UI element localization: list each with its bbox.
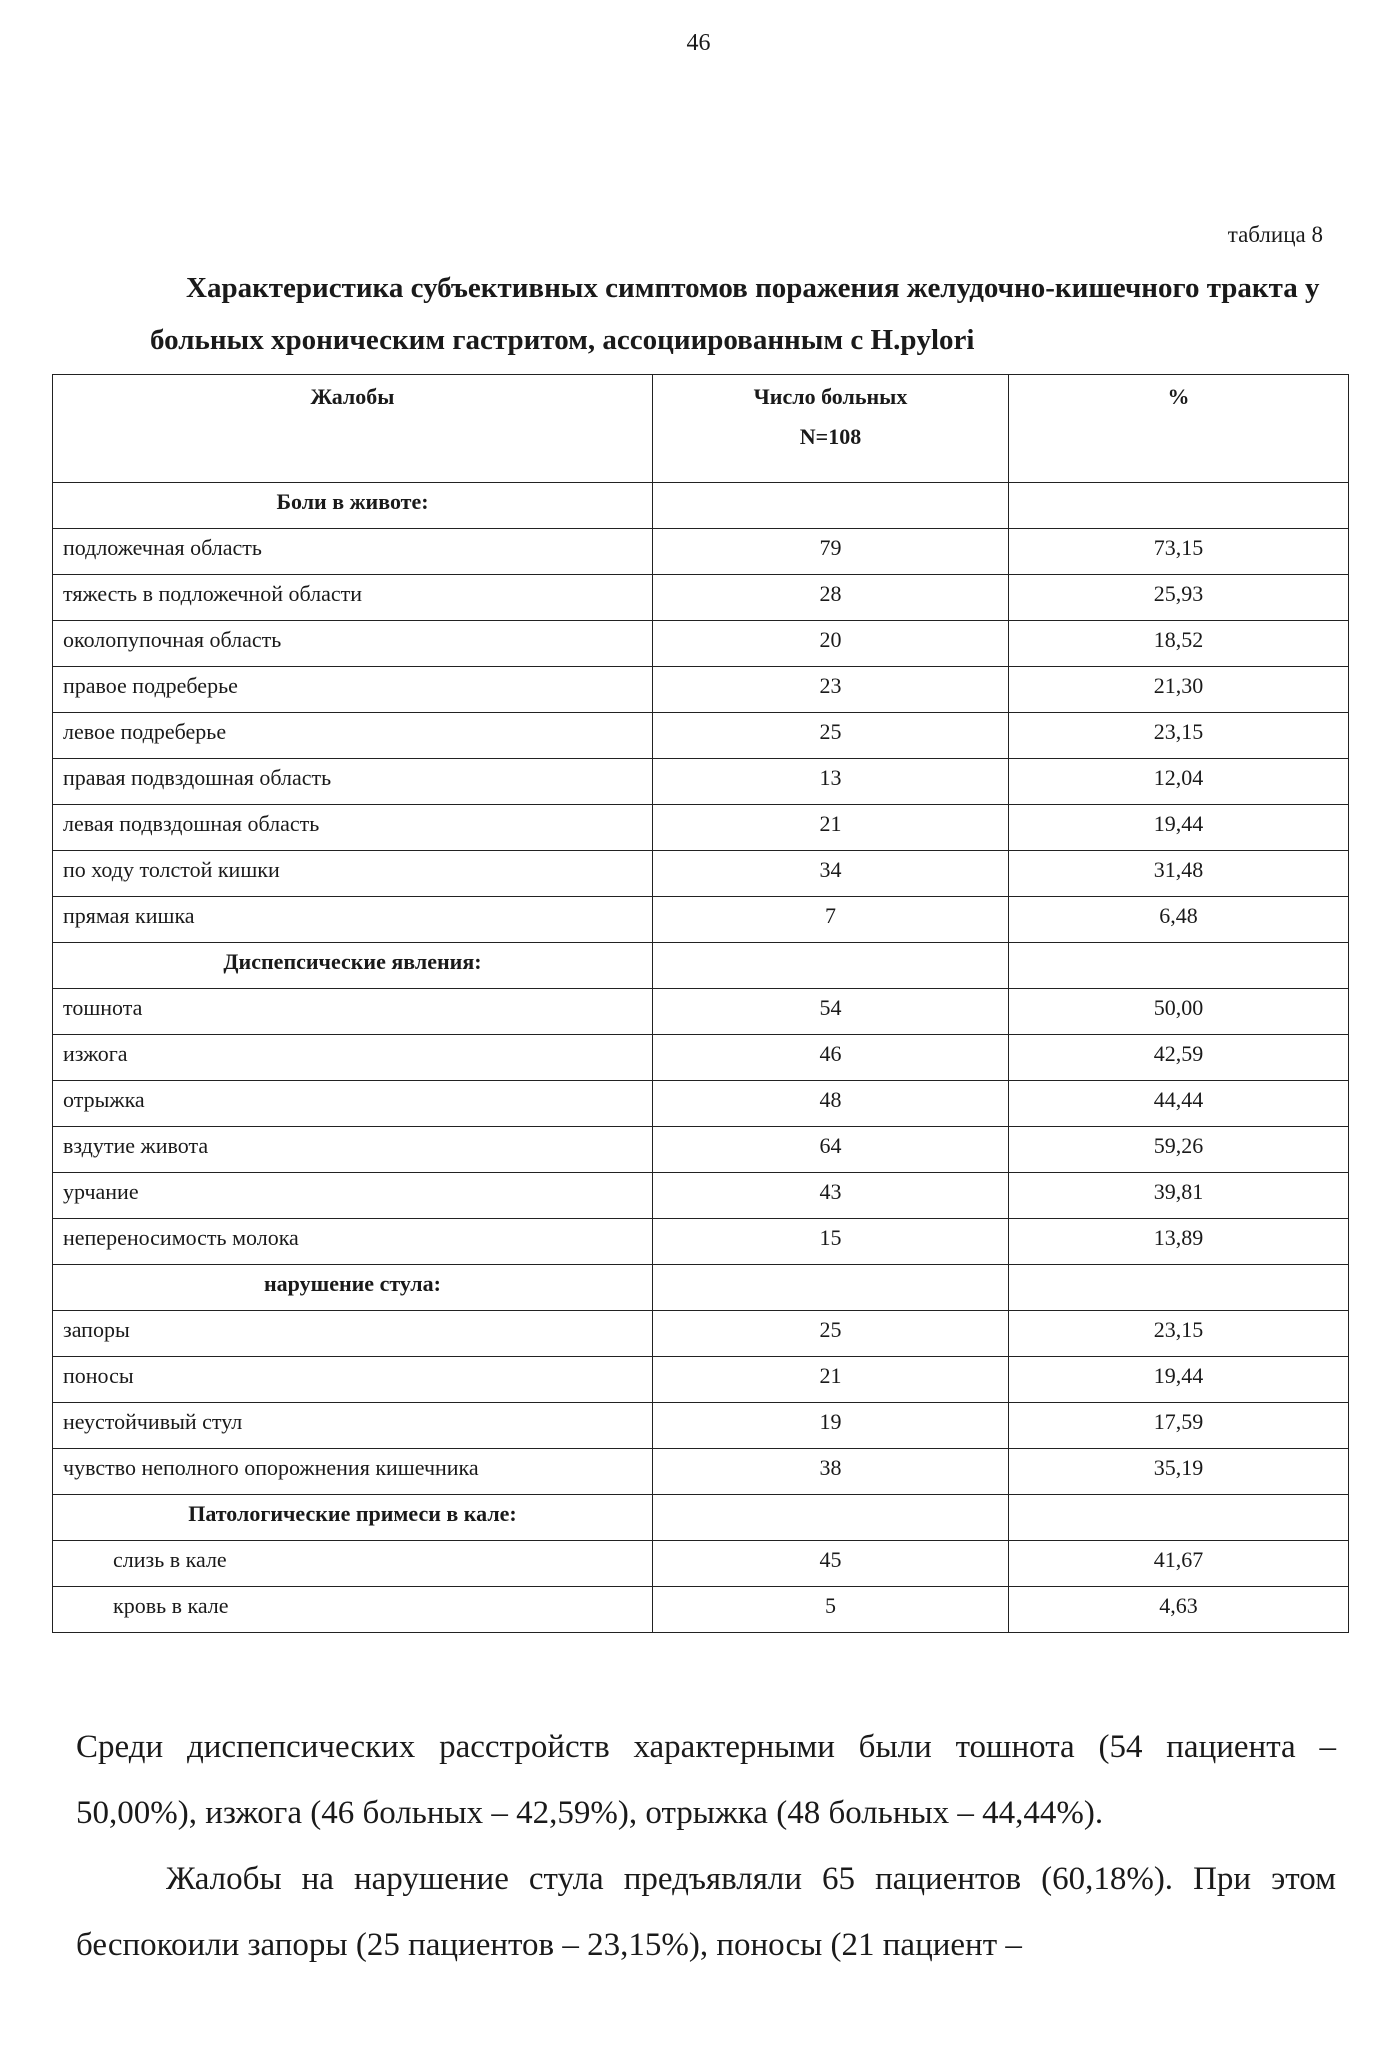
complaint-label: околопупочная область bbox=[53, 621, 653, 667]
table-row bbox=[53, 989, 1349, 1035]
table-row bbox=[53, 1035, 1349, 1081]
percent-value: 13,89 bbox=[1009, 1219, 1349, 1265]
percent-value: 41,67 bbox=[1009, 1541, 1349, 1587]
percent-value: 42,59 bbox=[1009, 1035, 1349, 1081]
section-row bbox=[53, 1265, 1349, 1311]
percent-value: 18,52 bbox=[1009, 621, 1349, 667]
complaint-label: урчание bbox=[53, 1173, 653, 1219]
percent-value: 12,04 bbox=[1009, 759, 1349, 805]
patient-count: 64 bbox=[653, 1127, 1009, 1173]
section-title: Диспепсические явления: bbox=[53, 943, 653, 989]
patient-count: 7 bbox=[653, 897, 1009, 943]
empty-cell bbox=[653, 483, 1009, 529]
table-row bbox=[53, 1127, 1349, 1173]
complaint-label: чувство неполного опорожнения кишечника bbox=[53, 1449, 653, 1495]
complaint-label: правое подреберье bbox=[53, 667, 653, 713]
patient-count: 34 bbox=[653, 851, 1009, 897]
body-paragraph: Жалобы на нарушение стула предъявляли 65 пациентов (60,18%). При этом беспокоили запоры (25 пациентов – 23,15%), поносы (21 пациент – bbox=[76, 1861, 1336, 1963]
header-percent: % bbox=[1009, 375, 1349, 483]
table-row bbox=[53, 1587, 1349, 1633]
complaint-label: прямая кишка bbox=[53, 897, 653, 943]
header-patient-count-n: N=108 bbox=[799, 424, 862, 449]
complaint-label: отрыжка bbox=[53, 1081, 653, 1127]
complaint-label: неустойчивый стул bbox=[53, 1403, 653, 1449]
patient-count: 46 bbox=[653, 1035, 1009, 1081]
table-row bbox=[53, 897, 1349, 943]
empty-cell bbox=[653, 1495, 1009, 1541]
complaint-label: тяжесть в подложечной области bbox=[53, 575, 653, 621]
complaint-label: поносы bbox=[53, 1357, 653, 1403]
percent-value: 17,59 bbox=[1009, 1403, 1349, 1449]
percent-value: 31,48 bbox=[1009, 851, 1349, 897]
section-title: Боли в животе: bbox=[53, 483, 653, 529]
table-body bbox=[53, 483, 1349, 1633]
patient-count: 25 bbox=[653, 713, 1009, 759]
complaint-label: изжога bbox=[53, 1035, 653, 1081]
percent-value: 59,26 bbox=[1009, 1127, 1349, 1173]
complaint-label: кровь в кале bbox=[53, 1587, 653, 1633]
table-label: таблица 8 bbox=[1227, 222, 1323, 247]
empty-cell bbox=[1009, 943, 1349, 989]
patient-count: 21 bbox=[653, 1357, 1009, 1403]
table-row bbox=[53, 1219, 1349, 1265]
patient-count: 43 bbox=[653, 1173, 1009, 1219]
percent-value: 25,93 bbox=[1009, 575, 1349, 621]
patient-count: 48 bbox=[653, 1081, 1009, 1127]
section-title: нарушение стула: bbox=[53, 1265, 653, 1311]
percent-value: 44,44 bbox=[1009, 1081, 1349, 1127]
table-row bbox=[53, 1173, 1349, 1219]
patient-count: 45 bbox=[653, 1541, 1009, 1587]
percent-value: 19,44 bbox=[1009, 1357, 1349, 1403]
table-row bbox=[53, 1541, 1349, 1587]
percent-value: 23,15 bbox=[1009, 1311, 1349, 1357]
header-complaints: Жалобы bbox=[53, 375, 653, 483]
empty-cell bbox=[1009, 1495, 1349, 1541]
section-row bbox=[53, 483, 1349, 529]
table-row bbox=[53, 759, 1349, 805]
patient-count: 21 bbox=[653, 805, 1009, 851]
header-patient-count-label: Число больных bbox=[753, 384, 908, 409]
complaint-label: вздутие живота bbox=[53, 1127, 653, 1173]
table-title: Характеристика субъективных симптомов поражения желудочно-кишечного тракта у больных хроническим гастритом, ассоциированным с H.pylori bbox=[150, 272, 1320, 356]
percent-value: 6,48 bbox=[1009, 897, 1349, 943]
complaint-label: запоры bbox=[53, 1311, 653, 1357]
section-row bbox=[53, 943, 1349, 989]
patient-count: 38 bbox=[653, 1449, 1009, 1495]
complaint-label: левое подреберье bbox=[53, 713, 653, 759]
patient-count: 20 bbox=[653, 621, 1009, 667]
table-row bbox=[53, 1081, 1349, 1127]
table-row bbox=[53, 805, 1349, 851]
complaint-label: правая подвздошная область bbox=[53, 759, 653, 805]
table-row bbox=[53, 667, 1349, 713]
empty-cell bbox=[653, 1265, 1009, 1311]
section-row bbox=[53, 1495, 1349, 1541]
header-patient-count bbox=[653, 375, 1009, 483]
complaint-label: тошнота bbox=[53, 989, 653, 1035]
empty-cell bbox=[653, 943, 1009, 989]
percent-value: 73,15 bbox=[1009, 529, 1349, 575]
table-row bbox=[53, 529, 1349, 575]
empty-cell bbox=[1009, 483, 1349, 529]
table-row bbox=[53, 1403, 1349, 1449]
patient-count: 23 bbox=[653, 667, 1009, 713]
table-row bbox=[53, 1311, 1349, 1357]
symptoms-table bbox=[52, 374, 1349, 1633]
empty-cell bbox=[1009, 1265, 1349, 1311]
complaint-label: слизь в кале bbox=[53, 1541, 653, 1587]
table-row bbox=[53, 851, 1349, 897]
table-row bbox=[53, 621, 1349, 667]
patient-count: 13 bbox=[653, 759, 1009, 805]
complaint-label: по ходу толстой кишки bbox=[53, 851, 653, 897]
body-paragraph: Среди диспепсических расстройств характерными были тошнота (54 пациента – 50,00%), изжога (46 больных – 42,59%), отрыжка (48 больных – 44,44%). bbox=[76, 1729, 1336, 1831]
percent-value: 39,81 bbox=[1009, 1173, 1349, 1219]
patient-count: 25 bbox=[653, 1311, 1009, 1357]
patient-count: 19 bbox=[653, 1403, 1009, 1449]
table-row bbox=[53, 713, 1349, 759]
percent-value: 35,19 bbox=[1009, 1449, 1349, 1495]
percent-value: 50,00 bbox=[1009, 989, 1349, 1035]
percent-value: 23,15 bbox=[1009, 713, 1349, 759]
table-header-row bbox=[53, 375, 1349, 483]
patient-count: 54 bbox=[653, 989, 1009, 1035]
table-row bbox=[53, 575, 1349, 621]
table-row bbox=[53, 1357, 1349, 1403]
section-title: Патологические примеси в кале: bbox=[53, 1495, 653, 1541]
patient-count: 15 bbox=[653, 1219, 1009, 1265]
complaint-label: подложечная область bbox=[53, 529, 653, 575]
complaint-label: непереносимость молока bbox=[53, 1219, 653, 1265]
percent-value: 4,63 bbox=[1009, 1587, 1349, 1633]
page-number: 46 bbox=[686, 30, 711, 56]
patient-count: 5 bbox=[653, 1587, 1009, 1633]
patient-count: 79 bbox=[653, 529, 1009, 575]
table-row bbox=[53, 1449, 1349, 1495]
percent-value: 19,44 bbox=[1009, 805, 1349, 851]
complaint-label: левая подвздошная область bbox=[53, 805, 653, 851]
percent-value: 21,30 bbox=[1009, 667, 1349, 713]
patient-count: 28 bbox=[653, 575, 1009, 621]
